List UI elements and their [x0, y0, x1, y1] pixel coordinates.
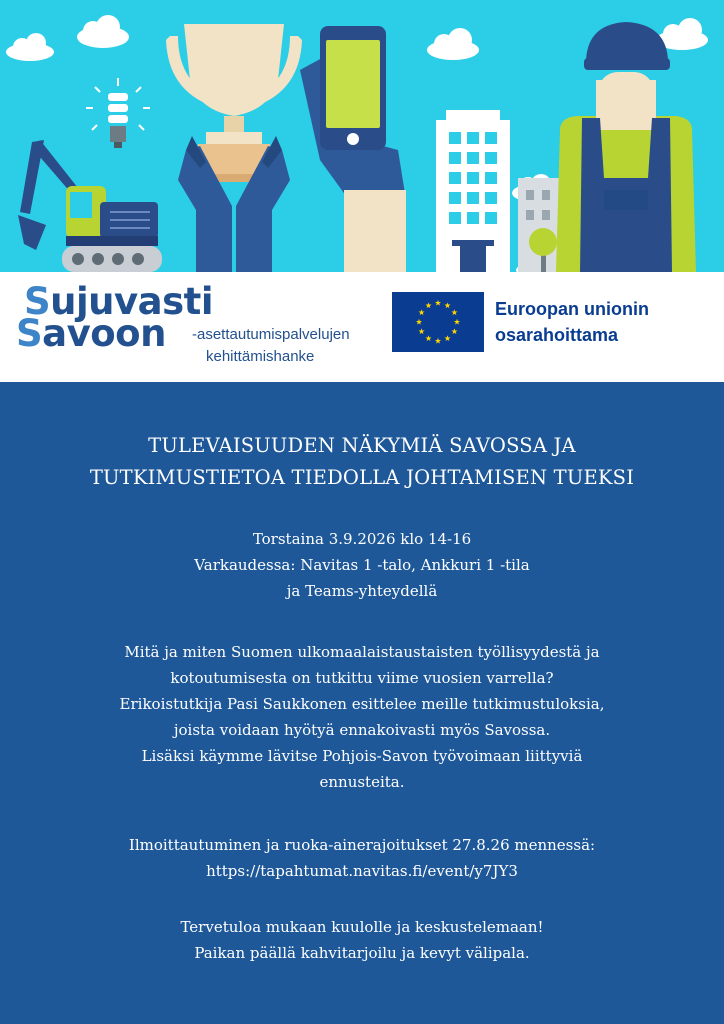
- eu-stars: [392, 292, 484, 352]
- eu-star-icon: [416, 319, 422, 325]
- eu-star-icon: [444, 302, 450, 308]
- registration-deadline: Ilmoittautuminen ja ruoka-ainerajoitukset 27.8.26 mennessä:: [128, 836, 596, 854]
- brand-word: avoon: [42, 312, 166, 355]
- tagline-line: -asettautumispalvelujen: [192, 326, 350, 343]
- event-welcome: [20, 914, 704, 966]
- eu-star-icon: [435, 338, 441, 344]
- event-registration: [20, 832, 704, 884]
- eu-funding-line: Euroopan unionin: [495, 299, 649, 319]
- illustration-scene: [0, 0, 724, 272]
- cloud-icon: [6, 33, 54, 61]
- description-line: kotoutumisesta on tutkittu viime vuosien varrella?: [170, 669, 554, 687]
- eu-star-icon: [425, 335, 431, 341]
- brand-name-line2: [16, 312, 166, 356]
- eu-star-icon: [444, 335, 450, 341]
- event-location: Varkaudessa: Navitas 1 -talo, Ankkuri 1 -tila: [194, 556, 530, 574]
- eu-flag-icon: [392, 292, 484, 352]
- eu-star-icon: [454, 319, 460, 325]
- eu-star-icon: [451, 309, 457, 315]
- tagline-line: kehittämishanke: [206, 348, 315, 365]
- event-time-place: [20, 526, 704, 604]
- cloud-icon: [427, 28, 479, 60]
- description-line: Erikoistutkija Pasi Saukkonen esittelee meille tutkimustuloksia,: [119, 695, 605, 713]
- eu-star-icon: [435, 300, 441, 306]
- excavator-icon: [18, 140, 162, 272]
- brand-initial: S: [24, 280, 51, 323]
- event-description: [20, 639, 704, 795]
- description-line: ennusteita.: [319, 773, 405, 791]
- brand-word: ujuvasti: [50, 280, 213, 323]
- event-remote-option: ja Teams-yhteydellä: [286, 582, 438, 600]
- brand-initial: S: [16, 312, 43, 355]
- eu-star-icon: [419, 328, 425, 334]
- eu-funding-line: osarahoittama: [495, 325, 619, 345]
- cloud-icon: [77, 15, 129, 48]
- welcome-line: Paikan päällä kahvitarjoilu ja kevyt välipala.: [194, 944, 530, 962]
- event-date: Torstaina 3.9.2026 klo 14-16: [252, 530, 472, 548]
- welcome-line: Tervetuloa mukaan kuulolle ja keskustelemaan!: [180, 918, 544, 936]
- registration-link[interactable]: https://tapahtumat.navitas.fi/event/y7JY3: [206, 862, 518, 880]
- description-line: Mitä ja miten Suomen ulkomaalaistaustaisten työllisyydestä ja: [124, 643, 600, 661]
- eu-star-icon: [451, 328, 457, 334]
- description-line: Lisäksi käymme lävitse Pohjois-Savon työvoimaan liittyviä: [141, 747, 583, 765]
- header-illustration: [0, 0, 724, 272]
- eu-star-icon: [425, 302, 431, 308]
- event-details: [0, 382, 724, 1024]
- light-bulb-icon: [86, 78, 150, 148]
- eu-star-icon: [419, 309, 425, 315]
- logo-band: [0, 272, 724, 382]
- smartphone-icon: [300, 26, 406, 272]
- eu-funding-label: [495, 296, 649, 348]
- event-title: [40, 430, 684, 494]
- title-line: TULEVAISUUDEN NÄKYMIÄ SAVOSSA JA: [148, 434, 576, 457]
- worker-icon: [556, 22, 696, 272]
- description-line: joista voidaan hyötyä ennakoivasti myös Savossa.: [173, 721, 551, 739]
- project-tagline: [192, 324, 350, 368]
- title-line: TUTKIMUSTIETOA TIEDOLLA JOHTAMISEN TUEKSI: [89, 466, 635, 489]
- project-logo: [16, 280, 376, 380]
